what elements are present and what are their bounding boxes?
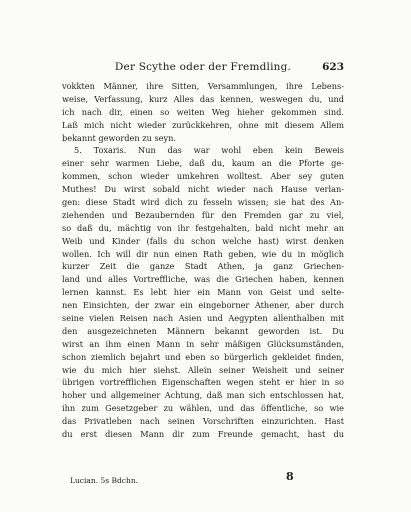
- text-line: lernen kannst. Es lebt hier ein Mann von Geist und selte-: [62, 287, 344, 298]
- text-line: übrigen vortrefflichen Eigenschaften wegen steht er hier in so: [62, 377, 344, 388]
- text-line: wie du mich hier siehst. Allein seiner Weisheit und seiner: [62, 364, 344, 375]
- text-line: vokkten Männer, ihre Sitten, Versammlungen, ihre Lebens-: [62, 81, 344, 91]
- running-header: [62, 60, 344, 74]
- section-start-line: 5. Toxaris. Nun das war wohl eben kein Beweis: [74, 145, 344, 156]
- text-body: [62, 80, 344, 441]
- text-line: den ausgezeichneten Männern bekannt geworden ist. Du: [62, 325, 344, 336]
- text-line: wirst an ihm einen Mann in sehr mäßigen Glücksumständen,: [62, 338, 344, 349]
- sheet-mark: 8: [286, 470, 294, 483]
- text-line: seine vielen Reisen nach Asien und Aegypten allenthalben mit: [62, 313, 344, 324]
- text-line: bekannt geworden zu seyn.: [62, 132, 177, 143]
- page-footer: [70, 470, 342, 488]
- text-line: ihn zum Gesetzgeber zu wählen, und das öffentliche, so wie: [62, 403, 344, 414]
- text-line: land und alles Vortreffliche, was die Griechen haben, kennen: [62, 274, 344, 285]
- text-line: das Privatleben nach seinen Vorschriften einzurichten. Hast: [62, 416, 344, 427]
- page-number: 623: [322, 61, 344, 73]
- text-line: Muthes! Du wirst sobald nicht wieder nach Hause verlan-: [62, 184, 344, 195]
- text-line: kommen, schon wieder umkehren wolltest. Aber sey guten: [62, 171, 344, 182]
- text-line: Laß mich nicht wieder zurückkehren, ohne mit diesem Allem: [62, 119, 344, 130]
- text-line: weise, Verfassung, kurz Alles das kennen, weswegen du, und: [62, 93, 344, 104]
- text-line: einer sehr warmen Liebe, daß du, kaum an die Pforte ge-: [62, 158, 344, 169]
- text-line: nen Einsichten, der zwar ein eingeborner Athener, aber durch: [62, 300, 344, 311]
- printer-signature: Lucian. 5s Bdchn.: [70, 476, 139, 485]
- text-line: wollen. Ich will dir nun einen Rath geben, wie du in möglich: [62, 248, 344, 259]
- text-line: schon ziemlich bejahrt und eben so bürgerlich gekleidet finden,: [62, 351, 344, 362]
- text-line: so daß du, mächtig von ihr festgehalten, bald nicht mehr an: [62, 222, 344, 233]
- text-line: Weib und Kinder (falls du schon welche hast) wirst denken: [62, 235, 344, 246]
- text-line: gen: diese Stadt wird dich zu fesseln wissen; sie hat des An-: [62, 197, 344, 208]
- text-line: ziehenden und Bezaubernden für den Fremden gar zu viel,: [62, 209, 344, 220]
- text-line: hoher und allgemeiner Achtung, daß man sich entschlossen hat,: [62, 390, 344, 401]
- running-title: Der Scythe oder der Fremdling.: [114, 61, 292, 73]
- text-line: kurzer Zeit die ganze Stadt Athen, ja ganz Griechen-: [62, 261, 344, 272]
- text-line: ich nach dir, einen so weiten Weg hieher gekommen sind.: [62, 106, 344, 117]
- text-line: du erst diesen Mann dir zum Freunde gemacht, hast du: [62, 429, 344, 440]
